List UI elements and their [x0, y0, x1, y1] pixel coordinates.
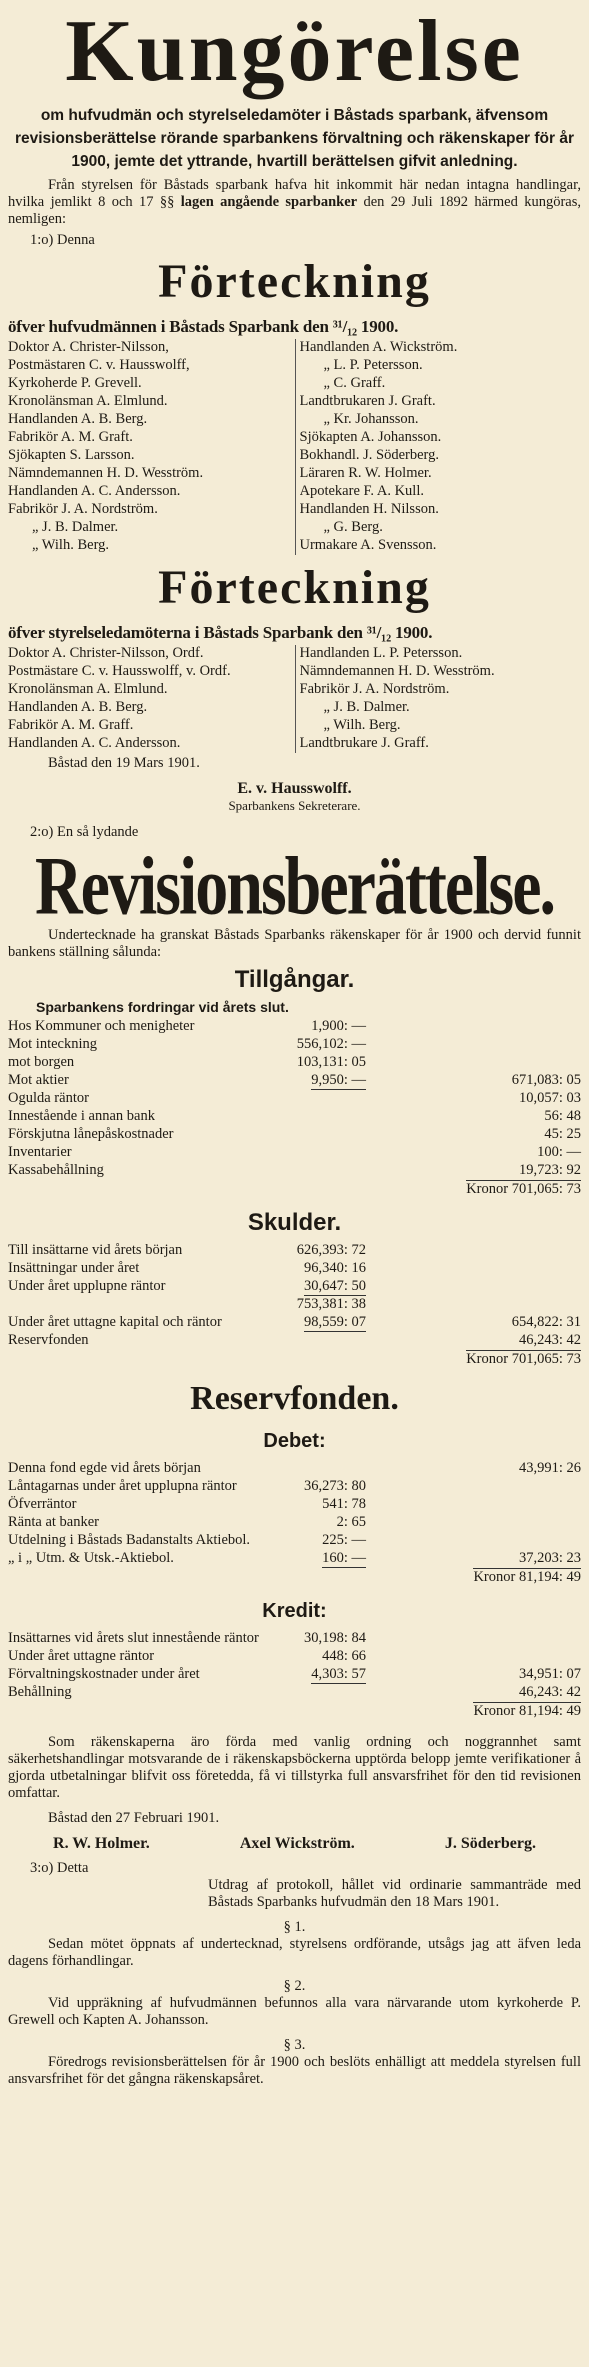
- debit-total-row: [8, 1568, 581, 1586]
- item-2-label: 2:o) En så lydande: [30, 824, 139, 840]
- list-item: Handlanden L. P. Petersson.: [299, 645, 463, 661]
- signer-name: J. Söderberg.: [444, 1835, 536, 1852]
- debts-table: [8, 1242, 581, 1350]
- item-3-label: 3:o) Detta: [30, 1860, 89, 1876]
- list-item: Handlanden A. C. Andersson.: [8, 735, 181, 751]
- account-row: [8, 1478, 581, 1496]
- list-item: Fabrikör A. M. Graft.: [8, 429, 133, 445]
- list-item: Landtbrukare J. Graff.: [299, 735, 429, 751]
- list2-place-date: Båstad den 19 Mars 1901.: [48, 755, 200, 771]
- account-row: [8, 1630, 581, 1648]
- list-item: Nämndemannen H. D. Wesström.: [8, 465, 204, 481]
- account-row: [8, 1036, 581, 1054]
- account-row: [8, 1108, 581, 1126]
- row-total: 654,822: 31: [511, 1314, 581, 1330]
- row-subtotal: 541: 78: [322, 1496, 366, 1512]
- row-total: 46,243: 42: [518, 1332, 581, 1348]
- row-label: Inventarier: [8, 1144, 72, 1160]
- para-2-text: Vid uppräkning af hufvudmännen befunnos alla vara närvarande utom kyrkoherde P. Grewell och Kapten A. Johansson.: [8, 1995, 581, 2028]
- row-subtotal: 160: —: [322, 1550, 366, 1566]
- row-label: Ränta at banker: [8, 1514, 99, 1530]
- list-item: Handlanden A. Wickström.: [299, 339, 458, 355]
- revision-date: Båstad den 27 Februari 1901.: [48, 1810, 220, 1826]
- list-item: „ Wilh. Berg.: [32, 537, 110, 553]
- revision-closing: Som räkenskaperna äro förda med vanlig ordning och noggrannhet samt säkerhetshandlingar motsvarande de i räkenskapsböckerna upptörda belopp jemte verifikationer å gjorda utbetalningar blifvit oss företedda, få vi tillstyrka full ansvarsfrihet för den tid revisionen omfattar.: [8, 1734, 581, 1801]
- row-label: Utdelning i Båstads Badanstalts Aktiebol.: [8, 1532, 251, 1548]
- list-item: Handlanden A. C. Andersson.: [8, 483, 181, 499]
- lead-a: Från styrelsen för Båstads sparbank hafva hit inkommit här nedan intagna handlingar, hvilka jemlikt 8 och 17 §§: [8, 177, 581, 210]
- account-row: [8, 1296, 581, 1314]
- row-subtotal: 4,303: 57: [311, 1666, 366, 1682]
- row-total: 56: 48: [544, 1108, 581, 1124]
- list-item: Handlanden H. Nilsson.: [299, 501, 439, 517]
- list-item: Sjökapten A. Johansson.: [299, 429, 442, 445]
- list-item: Fabrikör A. M. Graff.: [8, 717, 134, 733]
- row-label: Under året upplupne räntor: [8, 1278, 166, 1294]
- para-1-mark: § 1.: [283, 1919, 306, 1935]
- list-item: Urmakare A. Svensson.: [299, 537, 437, 553]
- account-row: [8, 1314, 581, 1332]
- debts-total: Kronor 701,065: 73: [466, 1351, 581, 1367]
- list2-title: Förteckning: [158, 561, 431, 614]
- row-label: Behållning: [8, 1684, 72, 1700]
- row-label: Mot inteckning: [8, 1036, 98, 1052]
- para-2-mark: § 2.: [283, 1978, 306, 1994]
- row-label: Denna fond egde vid årets början: [8, 1460, 201, 1476]
- row-label: Reservfonden: [8, 1332, 89, 1348]
- list-item: Doktor A. Christer-Nilsson,: [8, 339, 169, 355]
- row-total: 19,723: 92: [518, 1162, 581, 1178]
- row-subtotal: 2: 65: [336, 1514, 366, 1530]
- row-total: 100: —: [537, 1144, 581, 1160]
- list-item: Kronolänsman A. Elmlund.: [8, 681, 168, 697]
- list2-subtitle: öfver styrelseledamöterna i Båstads Sparbank den ³¹/₁₂ 1900.: [8, 623, 433, 642]
- row-label: Ogulda räntor: [8, 1090, 89, 1106]
- account-row: [8, 1144, 581, 1162]
- list-item: Doktor A. Christer-Nilsson, Ordf.: [8, 645, 204, 661]
- account-row: [8, 1460, 581, 1478]
- list2-signer-role: Sparbankens Sekreterare.: [228, 798, 361, 813]
- revision-text: Undertecknade ha granskat Båstads Sparbanks räkenskaper för år 1900 och dervid funnit bankens ställning sålunda:: [8, 927, 581, 960]
- account-row: [8, 1090, 581, 1108]
- account-row: [8, 1126, 581, 1144]
- account-row: [8, 1018, 581, 1036]
- list-item: Fabrikör J. A. Nordström.: [299, 681, 450, 697]
- revision-title: Revisionsberättelse.: [34, 840, 555, 932]
- list2-signer: E. v. Hausswolff.: [237, 780, 352, 797]
- account-row: [8, 1666, 581, 1684]
- row-label: Under året uttagne kapital och räntor: [8, 1314, 222, 1330]
- list-item: Bokhandl. J. Söderberg.: [299, 447, 439, 463]
- assets-total-row: [8, 1180, 581, 1198]
- list-item: Läraren R. W. Holmer.: [299, 465, 432, 481]
- signer-name: R. W. Holmer.: [53, 1835, 150, 1852]
- list-item: Landtbrukaren J. Graft.: [299, 393, 436, 409]
- row-label: Insättningar under året: [8, 1260, 140, 1276]
- item-1-label: 1:o) Denna: [30, 232, 95, 248]
- account-row: [8, 1278, 581, 1296]
- list-item: Handlanden A. B. Berg.: [8, 411, 148, 427]
- list-item: „ C. Graff.: [323, 375, 386, 391]
- list2-right-col: [295, 645, 582, 753]
- row-label: Öfverräntor: [8, 1496, 77, 1512]
- account-row: [8, 1072, 581, 1090]
- row-label: Hos Kommuner och menigheter: [8, 1018, 195, 1034]
- row-subtotal: 1,900: —: [311, 1018, 366, 1034]
- row-subtotal: 98,559: 07: [303, 1314, 366, 1330]
- para-3-text: Föredrogs revisionsberättelsen för år 1900 och beslöts enhälligt att meddela styrelsen full ansvarsfrihet för det gångna räkenskapsåret.: [8, 2054, 581, 2087]
- row-subtotal: 103,131: 05: [296, 1054, 366, 1070]
- assets-subtitle: Sparbankens fordringar vid årets slut.: [36, 999, 289, 1015]
- lead-c: den 29 Juli 1892 härmed kungöras, nemligen:: [8, 194, 582, 227]
- para-1-text: Sedan mötet öppnats af undertecknad, styrelsens ordförande, utsågs jag att äfven leda dagens förhandlingar.: [8, 1936, 581, 1969]
- revision-signatures: [8, 1835, 581, 1852]
- account-row: [8, 1684, 581, 1702]
- account-row: [8, 1496, 581, 1514]
- list-item: „ Kr. Johansson.: [323, 411, 419, 427]
- protocol-head: Utdrag af protokoll, hållet vid ordinarie sammanträde med Båstads Sparbanks hufvudmän den 18 Mars 1901.: [208, 1877, 581, 1910]
- row-label: Innestående i annan bank: [8, 1108, 155, 1124]
- debit-table: [8, 1460, 581, 1568]
- list-item: Apotekare F. A. Kull.: [299, 483, 424, 499]
- row-label: Under året uttagne räntor: [8, 1648, 155, 1664]
- list-item: Nämndemannen H. D. Wesström.: [299, 663, 495, 679]
- credit-table: [8, 1630, 581, 1702]
- list2-table: [8, 645, 581, 753]
- list-item: Postmästaren C. v. Hausswolff,: [8, 357, 190, 373]
- reserve-title: Reservfonden.: [190, 1380, 399, 1417]
- list-item: Kronolänsman A. Elmlund.: [8, 393, 168, 409]
- account-row: [8, 1550, 581, 1568]
- lead-paragraph: [8, 177, 581, 228]
- list1-title: Förteckning: [158, 255, 431, 308]
- debit-total: Kronor 81,194: 49: [473, 1569, 581, 1585]
- row-label: Insättarnes vid årets slut innestående räntor: [8, 1630, 259, 1646]
- row-label: Mot aktier: [8, 1072, 69, 1088]
- list-item: Handlanden A. B. Berg.: [8, 699, 148, 715]
- account-row: [8, 1532, 581, 1550]
- assets-title: Tillgångar.: [234, 966, 355, 993]
- list-item: „ J. B. Dalmer.: [32, 519, 119, 535]
- row-label: Kassabehållning: [8, 1162, 104, 1178]
- row-total: 10,057: 03: [518, 1090, 581, 1106]
- list-item: „ J. B. Dalmer.: [323, 699, 410, 715]
- credit-title: Kredit:: [262, 1600, 327, 1622]
- list1-subtitle: öfver hufvudmännen i Båstads Sparbank den ³¹/₁₂ 1900.: [8, 317, 399, 336]
- notice-intro: om hufvudmän och styrelseledamöter i Båstads sparbank, äfvensom revisionsberättelse rörande sparbankens förvaltning och räkenskaper för år 1900, jemte det yttrande, hvartill berättelsen gifvit anledning.: [14, 107, 575, 170]
- list-item: Postmästare C. v. Hausswolff, v. Ordf.: [8, 663, 231, 679]
- row-subtotal: 626,393: 72: [296, 1242, 366, 1258]
- row-subtotal: 448: 66: [322, 1648, 366, 1664]
- row-total: 37,203: 23: [518, 1550, 581, 1566]
- row-label: Förvaltningskostnader under året: [8, 1666, 200, 1682]
- lead-b: lagen angående sparbanker: [180, 194, 358, 210]
- credit-total-row: [8, 1702, 581, 1720]
- account-row: [8, 1162, 581, 1180]
- account-row: [8, 1054, 581, 1072]
- row-label: mot borgen: [8, 1054, 75, 1070]
- row-total: 34,951: 07: [518, 1666, 581, 1682]
- list-item: Fabrikör J. A. Nordström.: [8, 501, 158, 517]
- row-subtotal: 30,198: 84: [303, 1630, 366, 1646]
- para-3-mark: § 3.: [283, 2037, 306, 2053]
- row-label: Förskjutna lånepåskostnader: [8, 1126, 174, 1142]
- list1-right-col: [295, 339, 582, 555]
- row-total: 671,083: 05: [511, 1072, 581, 1088]
- debts-title: Skulder.: [247, 1209, 342, 1236]
- row-subtotal: 96,340: 16: [303, 1260, 366, 1276]
- account-row: [8, 1332, 581, 1350]
- row-label: Till insättarne vid årets början: [8, 1242, 183, 1258]
- list-item: Sjökapten S. Larsson.: [8, 447, 135, 463]
- list-item: „ L. P. Petersson.: [323, 357, 423, 373]
- row-label: Låntagarnas under året upplupna räntor: [8, 1478, 237, 1494]
- row-subtotal: 753,381: 38: [296, 1296, 366, 1312]
- row-total: 46,243: 42: [518, 1684, 581, 1700]
- assets-table: [8, 1018, 581, 1180]
- credit-total: Kronor 81,194: 49: [473, 1703, 581, 1719]
- row-total: 43,991: 26: [518, 1460, 581, 1476]
- debit-title: Debet:: [263, 1430, 326, 1452]
- row-subtotal: 36,273: 80: [303, 1478, 366, 1494]
- row-total: 45: 25: [544, 1126, 581, 1142]
- debts-total-row: [8, 1350, 581, 1368]
- account-row: [8, 1242, 581, 1260]
- list2-left-col: [8, 645, 295, 753]
- list-item: „ G. Berg.: [323, 519, 383, 535]
- account-row: [8, 1260, 581, 1278]
- row-subtotal: 556,102: —: [296, 1036, 366, 1052]
- row-subtotal: 225: —: [322, 1532, 366, 1548]
- row-label: „ i „ Utm. & Utsk.-Aktiebol.: [8, 1550, 174, 1566]
- assets-total: Kronor 701,065: 73: [466, 1181, 581, 1197]
- notice-title: Kungörelse: [65, 3, 524, 100]
- row-subtotal: 30,647: 50: [303, 1278, 366, 1294]
- notice-page: [0, 4, 589, 2088]
- account-row: [8, 1648, 581, 1666]
- signer-name: Axel Wickström.: [239, 1835, 355, 1852]
- list-item: „ Wilh. Berg.: [323, 717, 401, 733]
- list1-left-col: [8, 339, 295, 555]
- list-item: Kyrkoherde P. Grevell.: [8, 375, 142, 391]
- list1-table: [8, 339, 581, 555]
- row-subtotal: 9,950: —: [311, 1072, 366, 1088]
- account-row: [8, 1514, 581, 1532]
